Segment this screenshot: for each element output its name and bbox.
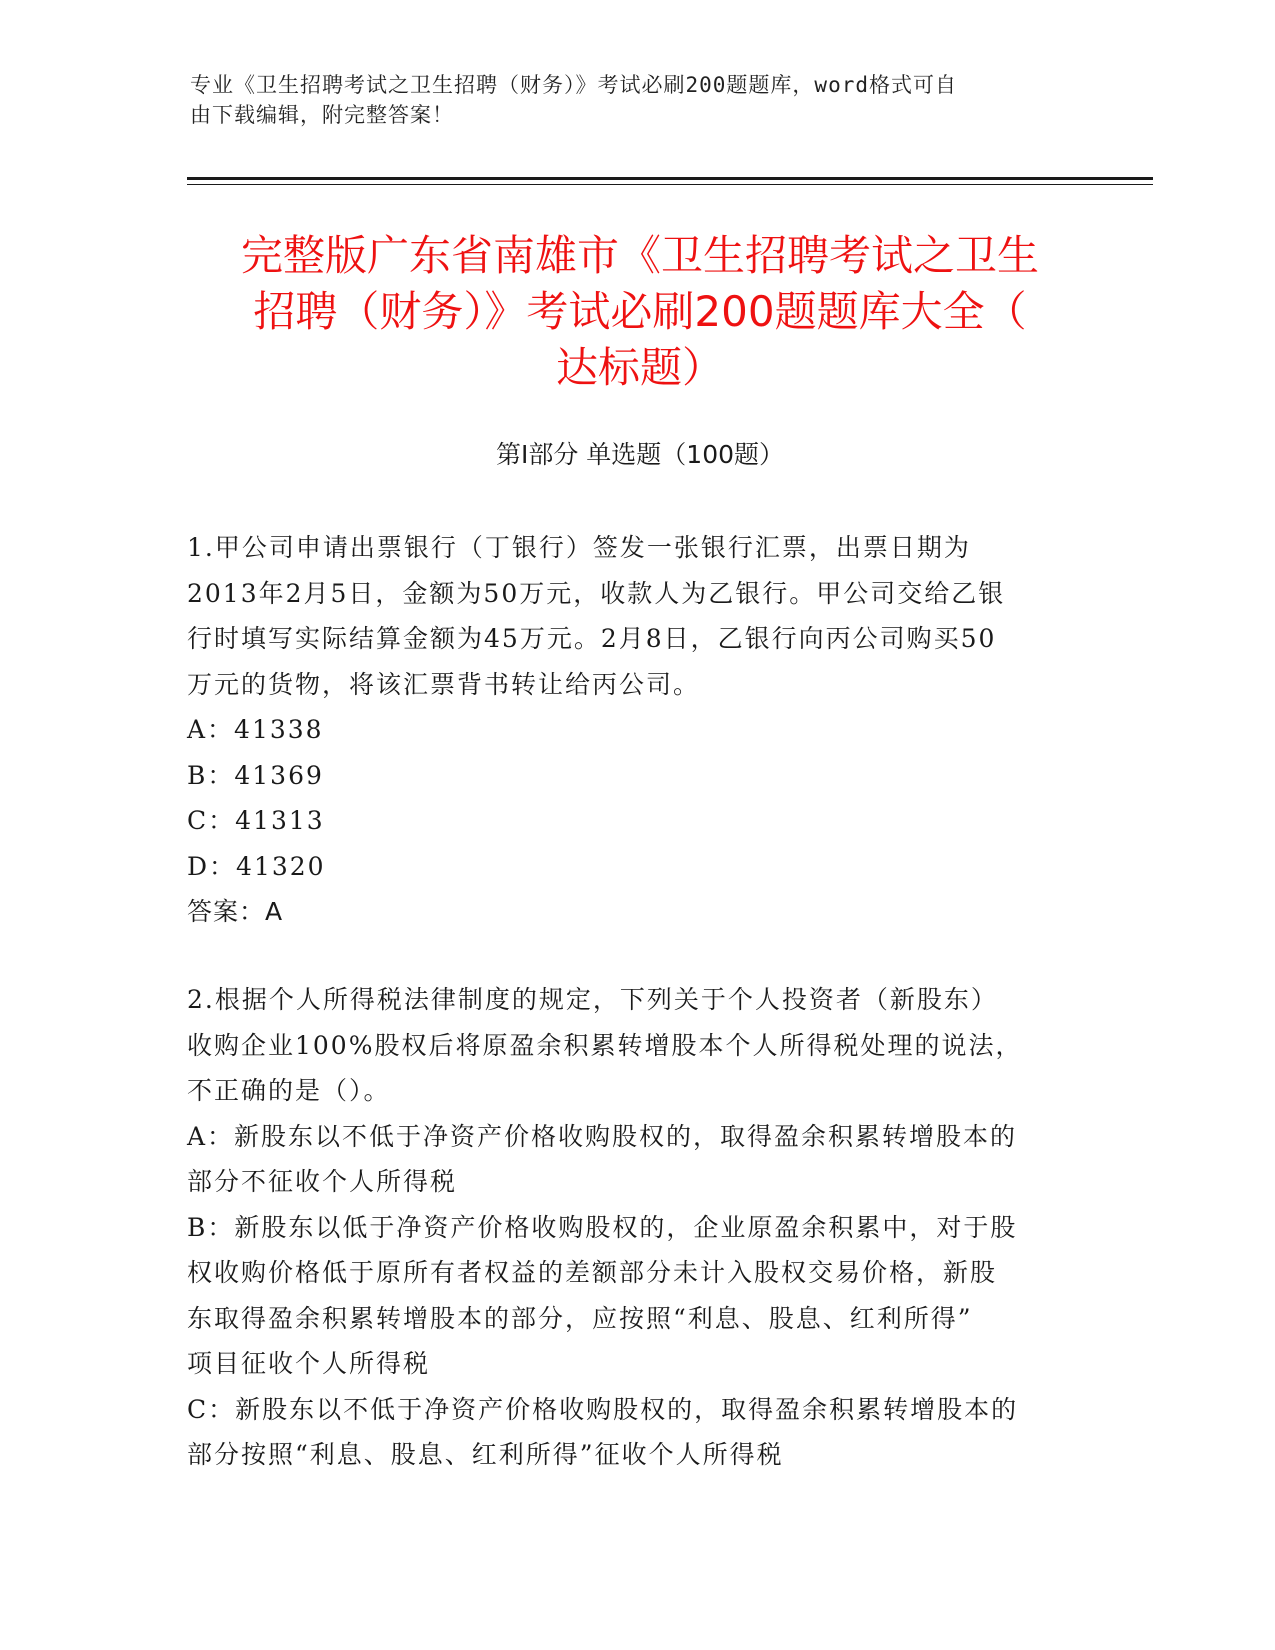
question-stem-line: 万元的货物，将该汇票背书转让给丙公司。 bbox=[187, 669, 701, 699]
question-stem-line: 不正确的是（）。 bbox=[187, 1076, 391, 1105]
question-stem-line: 行时填写实际结算金额为45万元。2月8日，乙银行向丙公司购买50 bbox=[187, 624, 997, 653]
title-line: 招聘（财务）》考试必刷200题题库大全（ bbox=[253, 287, 1027, 336]
option-line: A：新股东以不低于净资产价格收购股权的，取得盈余积累转增股本的 bbox=[187, 1121, 1018, 1151]
option-c: C：41313 bbox=[187, 806, 325, 835]
option-line: B：新股东以低于净资产价格收购股权的，企业原盈余积累中，对于股 bbox=[187, 1212, 1018, 1242]
question-stem-line: 2013年2月5日，金额为50万元，收款人为乙银行。甲公司交给乙银 bbox=[187, 578, 1006, 608]
title-line: 达标题） bbox=[555, 343, 724, 392]
option-line: C：新股东以不低于净资产价格收购股权的，取得盈余积累转增股本的 bbox=[187, 1394, 1019, 1424]
question-2 bbox=[187, 977, 1077, 1478]
question-stem-line: 收购企业100%股权后将原盈余积累转增股本个人所得税处理的说法， bbox=[187, 1030, 1023, 1060]
option-line: 项目征收个人所得税 bbox=[187, 1349, 431, 1378]
header-note-line: 专业《卫生招聘考试之卫生招聘（财务）》考试必刷200题题库，word格式可自 bbox=[190, 73, 957, 97]
header-note-line: 由下载编辑，附完整答案！ bbox=[190, 103, 454, 127]
option-line: 部分按照“利息、股息、红利所得”征收个人所得税 bbox=[187, 1440, 784, 1469]
option-line: 权收购价格低于原所有者权益的差额部分未计入股权交易价格，新股 bbox=[187, 1258, 998, 1287]
section-heading: 第Ⅰ部分 单选题（100题） bbox=[495, 440, 785, 469]
option-a: A：41338 bbox=[187, 715, 324, 744]
title-line: 完整版广东省南雄市《卫生招聘考试之卫生 bbox=[240, 231, 1039, 280]
question-stem-line: 2.根据个人所得税法律制度的规定，下列关于个人投资者（新股东） bbox=[187, 985, 998, 1014]
option-line: 部分不征收个人所得税 bbox=[187, 1167, 458, 1196]
question-1 bbox=[187, 525, 1077, 935]
option-line: 东取得盈余积累转增股本的部分，应按照“利息、股息、红利所得” bbox=[187, 1303, 973, 1333]
header-note bbox=[190, 70, 1070, 130]
answer-label: 答案：A bbox=[187, 897, 284, 926]
header-rule-thin bbox=[187, 184, 1153, 185]
header-rule-thick bbox=[187, 177, 1153, 180]
document-title bbox=[190, 228, 1090, 396]
option-b: B：41369 bbox=[187, 760, 324, 790]
question-stem-line: 1.甲公司申请出票银行（丁银行）签发一张银行汇票，出票日期为 bbox=[187, 533, 971, 562]
option-d: D：41320 bbox=[187, 851, 326, 881]
